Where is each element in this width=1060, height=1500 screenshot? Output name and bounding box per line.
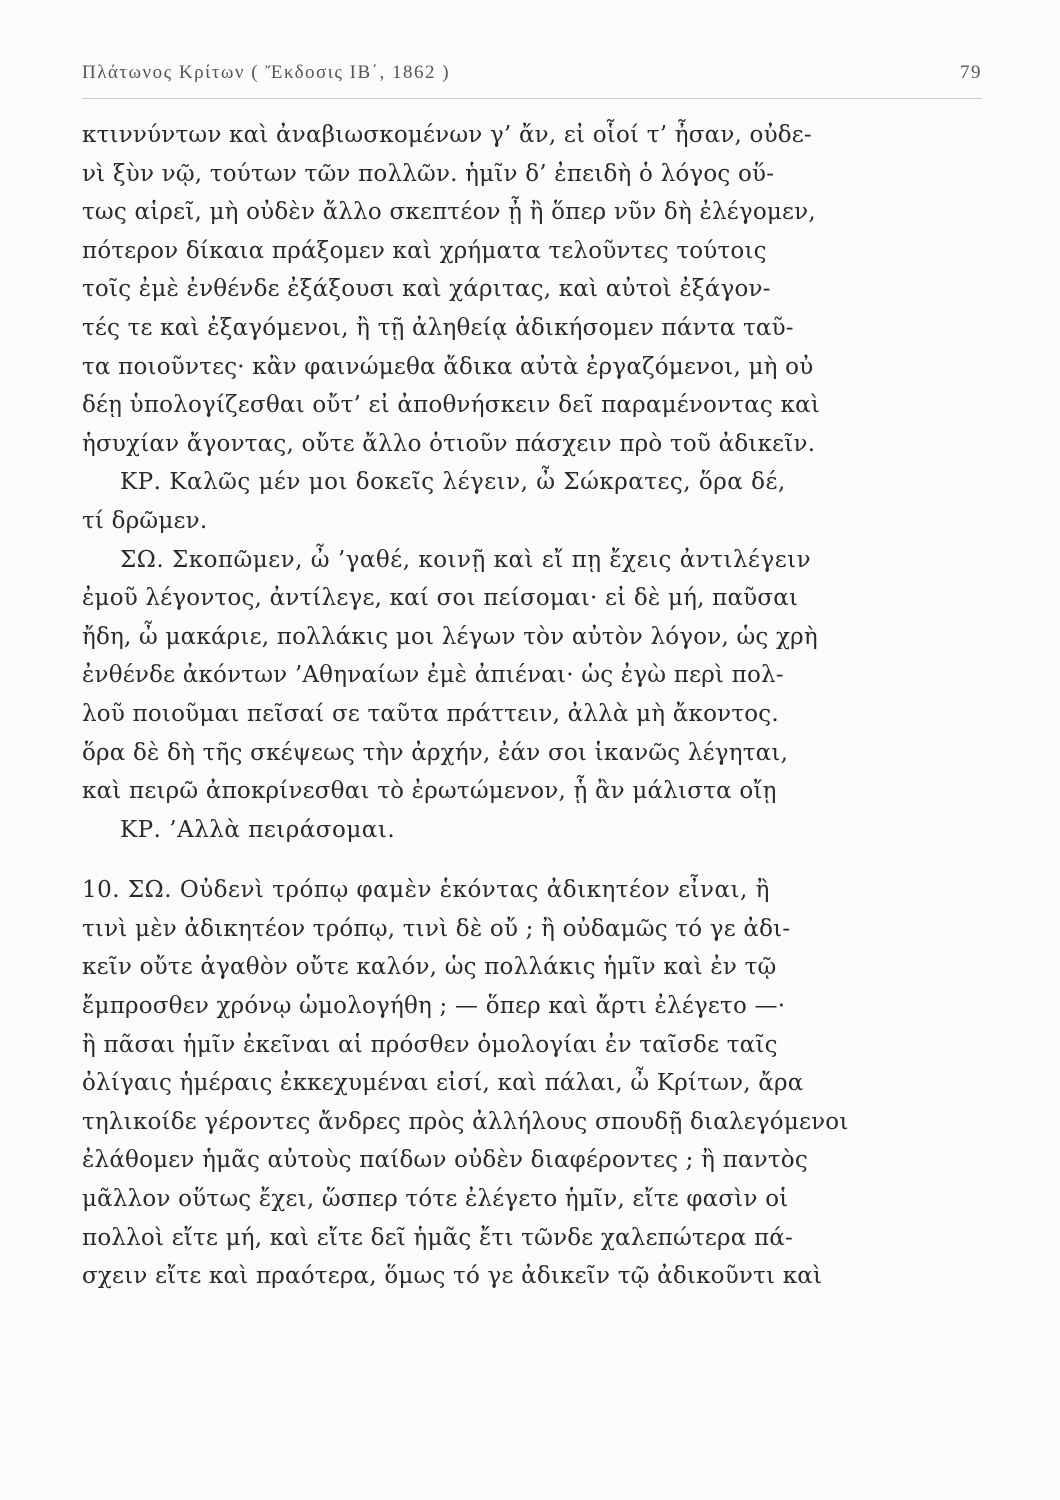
speaker-line-kriton: ΚΡ. Καλῶς μέν μοι δοκεῖς λέγειν, ὦ Σώκρατες, ὅρα δέ, <box>120 469 786 496</box>
text-line: δέῃ ὑπολογίζεσθαι οὔτ’ εἰ ἀποθνήσκειν δεῖ παραμένοντας καὶ <box>82 392 821 419</box>
text-line: νὶ ξὺν νῷ, τούτων τῶν πολλῶν. ἡμῖν δ’ ἐπειδὴ ὁ λόγος οὕ- <box>82 160 775 187</box>
text-line: μᾶλλον οὕτως ἔχει, ὥσπερ τότε ἐλέγετο ἡμῖν, εἴτε φασὶν οἱ <box>82 1186 789 1213</box>
text-line: κτιννύντων καὶ ἀναβιωσκομένων γ’ ἄν, εἰ οἷοί τ’ ἦσαν, οὐδε- <box>82 122 812 148</box>
text-line: ὅρα δὲ δὴ τῆς σκέψεως τὴν ἀρχήν, ἐάν σοι ἱκανῶς λέγηται, <box>82 739 789 766</box>
text-line: τί δρῶμεν. <box>82 507 208 534</box>
running-head <box>82 62 982 88</box>
header-rule <box>82 98 982 99</box>
text-line: τοῖς ἐμὲ ἐνθένδε ἐξάξουσι καὶ χάριτας, καὶ αὐτοὶ ἐξάγον- <box>82 276 771 303</box>
text-line: τως αἱρεῖ, μὴ οὐδὲν ἄλλο σκεπτέον ᾖ ἢ ὅπερ νῦν δὴ ἐλέγομεν, <box>82 199 816 226</box>
section-gap <box>82 849 982 871</box>
text-line: ἢ πᾶσαι ἡμῖν ἐκεῖναι αἱ πρόσθεν ὁμολογίαι ἐν ταῖσδε ταῖς <box>82 1031 778 1058</box>
running-head-title: Πλάτωνος Κρίτων ( Ἔκδοσις ΙΒ΄, 1862 ) <box>82 62 451 83</box>
text-line: τές τε καὶ ἐξαγόμενοι, ἢ τῇ ἀληθείᾳ ἀδικήσομεν πάντα ταῦ- <box>82 314 794 341</box>
text-line: ἐλάθομεν ἡμᾶς αὐτοὺς παίδων οὐδὲν διαφέροντες ; ἢ παντὸς <box>82 1147 808 1174</box>
text-body <box>82 116 982 1296</box>
text-line: πότερον δίκαια πράξομεν καὶ χρήματα τελοῦντες τούτοις <box>82 237 767 264</box>
text-line: λοῦ ποιοῦμαι πεῖσαί σε ταῦτα πράττειν, ἀλλὰ μὴ ἄκοντος. <box>82 700 779 727</box>
text-line: σχειν εἴτε καὶ πραότερα, ὅμως τό γε ἀδικεῖν τῷ ἀδικοῦντι καὶ <box>82 1263 823 1290</box>
section-10-start: 10. ΣΩ. Οὐδενὶ τρόπῳ φαμὲν ἑκόντας ἀδικητέον εἶναι, ἢ <box>82 877 770 904</box>
text-line: τα ποιοῦντες· κἂν φαινώμεθα ἄδικα αὐτὰ ἐργαζόμενοι, μὴ οὐ <box>82 353 814 380</box>
text-line: ἔμπροσθεν χρόνῳ ὡμολογήθη ; — ὅπερ καὶ ἄρτι ἐλέγετο —· <box>82 993 786 1020</box>
speaker-line-sokrates: ΣΩ. Σκοπῶμεν, ὦ ’γαθέ, κοινῇ καὶ εἴ πῃ ἔχεις ἀντιλέγειν <box>120 546 812 573</box>
text-line: ἐμοῦ λέγοντος, ἀντίλεγε, καί σοι πείσομαι· εἰ δὲ μή, παῦσαι <box>82 585 799 612</box>
speaker-line-kriton: ΚΡ. ’Αλλὰ πειράσομαι. <box>120 816 396 843</box>
text-line: τινὶ μὲν ἀδικητέον τρόπῳ, τινὶ δὲ οὔ ; ἢ οὐδαμῶς τό γε ἀδι- <box>82 915 791 942</box>
text-line: καὶ πειρῶ ἀποκρίνεσθαι τὸ ἐρωτώμενον, ᾗ ἂν μάλιστα οἴῃ <box>82 778 777 805</box>
text-line: πολλοὶ εἴτε μή, καὶ εἴτε δεῖ ἡμᾶς ἔτι τῶνδε χαλεπώτερα πά- <box>82 1224 793 1251</box>
page-number: 79 <box>960 62 982 83</box>
text-line: κεῖν οὔτε ἀγαθὸν οὔτε καλόν, ὡς πολλάκις ἡμῖν καὶ ἐν τῷ <box>82 954 777 981</box>
text-line: ἡσυχίαν ἄγοντας, οὔτε ἄλλο ὁτιοῦν πάσχειν πρὸ τοῦ ἀδικεῖν. <box>82 430 816 457</box>
text-line: ἐνθένδε ἀκόντων ’Αθηναίων ἐμὲ ἀπιέναι· ὡς ἐγὼ περὶ πολ- <box>82 662 784 689</box>
text-line: ὀλίγαις ἡμέραις ἐκκεχυμέναι εἰσί, καὶ πάλαι, ὦ Κρίτων, ἄρα <box>82 1070 804 1097</box>
text-line: τηλικοίδε γέροντες ἄνδρες πρὸς ἀλλήλους σπουδῇ διαλεγόμενοι <box>82 1108 849 1135</box>
text-line: ἤδη, ὦ μακάριε, πολλάκις μοι λέγων τὸν αὐτὸν λόγον, ὡς χρὴ <box>82 623 818 650</box>
